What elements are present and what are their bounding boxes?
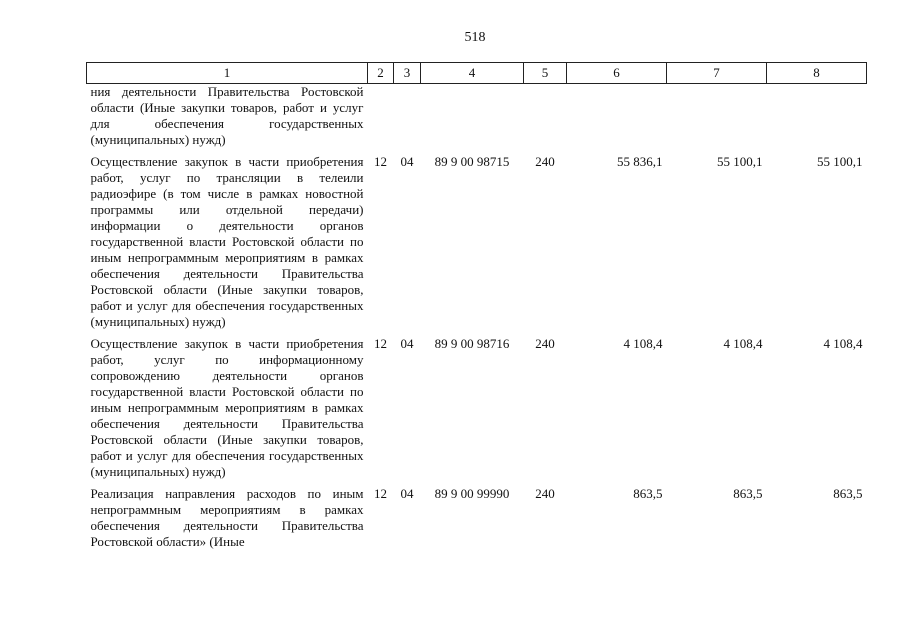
column-header: 8 [767, 63, 867, 84]
row-description: ния деятельности Правительства Ростовской области (Иные закупки товаров, работ и услуг для обеспечения государственных (муниципальных) нужд) [90, 84, 364, 147]
row-expense-type: 240 [535, 336, 555, 351]
row-amount-year1: 4 108,4 [623, 336, 663, 351]
table-row [87, 154, 867, 336]
row-amount-year3: 863,5 [833, 486, 863, 501]
table-row [87, 84, 867, 155]
row-target-code [421, 84, 524, 155]
row-target-code: 89 9 00 99990 [434, 486, 510, 501]
row-subsection [394, 84, 421, 155]
row-amount-year1: 55 836,1 [617, 154, 663, 169]
row-subsection: 04 [400, 336, 414, 351]
column-header: 7 [667, 63, 767, 84]
header-row [87, 63, 867, 84]
row-expense-type: 240 [535, 154, 555, 169]
row-description: Осуществление закупок в части приобретения работ, услуг по трансляции в телеили радиоэфире (в том числе в рамках новостной программы или отдельной передачи) информации о деятельности органов государственной власти Ростовской области по иным непрограммным мероприятиям в рамках обеспечения деятельности Правительства Ростовской области (Иные закупки товаров, работ и услуг для обеспечения государственных (муниципальных) нужд) [90, 154, 364, 329]
row-target-code: 89 9 00 98715 [434, 154, 510, 169]
row-section: 12 [374, 486, 387, 501]
row-amount-year2: 863,5 [733, 486, 763, 501]
column-header: 2 [368, 63, 394, 84]
column-header: 5 [524, 63, 567, 84]
column-header: 3 [394, 63, 421, 84]
row-amount-year1 [567, 84, 667, 155]
column-header: 6 [567, 63, 667, 84]
column-header: 4 [421, 63, 524, 84]
row-amount-year3: 4 108,4 [823, 336, 863, 351]
row-amount-year2: 55 100,1 [717, 154, 763, 169]
row-section: 12 [374, 154, 387, 169]
row-amount-year3: 55 100,1 [817, 154, 863, 169]
page-number: 518 [464, 30, 486, 45]
column-header: 1 [87, 63, 368, 84]
table-row [87, 336, 867, 486]
row-amount-year1: 863,5 [633, 486, 663, 501]
row-expense-type [524, 84, 567, 155]
row-amount-year2 [667, 84, 767, 155]
row-section [368, 84, 394, 155]
table-header [87, 63, 867, 84]
row-expense-type: 240 [535, 486, 555, 501]
table-row [87, 486, 867, 556]
row-description: Реализация направления расходов по иным непрограммным мероприятиям в рамках обеспечения деятельности Правительства Ростовской области» (Иные [90, 486, 364, 549]
row-description: Осуществление закупок в части приобретения работ, услуг по информационному сопровождению деятельности органов государственной власти Ростовской области по иным непрограммным мероприятиям в рамках обеспечения деятельности Правительства Ростовской области (Иные закупки товаров, работ и услуг для обеспечения государственных (муниципальных) нужд) [90, 336, 364, 479]
row-subsection: 04 [400, 154, 414, 169]
row-amount-year2: 4 108,4 [723, 336, 763, 351]
row-amount-year3 [767, 84, 867, 155]
row-section: 12 [374, 336, 387, 351]
row-target-code: 89 9 00 98716 [434, 336, 510, 351]
budget-table [86, 62, 867, 556]
row-subsection: 04 [400, 486, 414, 501]
